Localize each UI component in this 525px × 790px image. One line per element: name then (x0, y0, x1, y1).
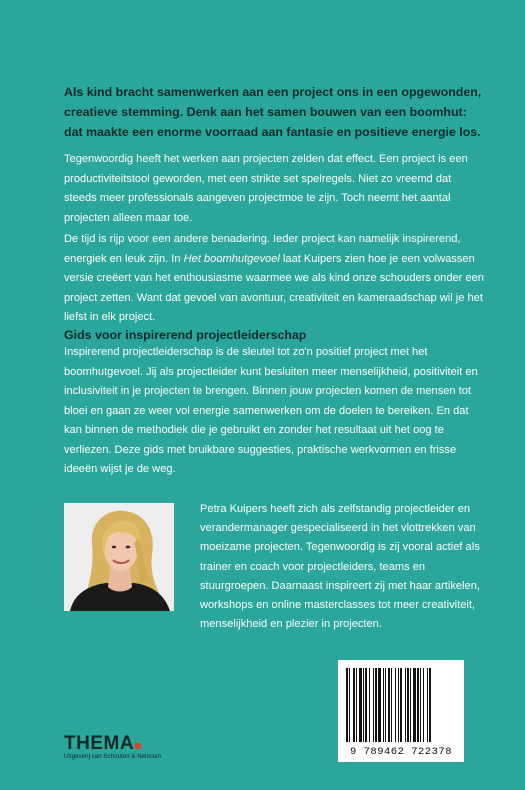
barcode-bar (420, 668, 421, 742)
body-paragraph-2 (64, 230, 484, 328)
barcode-bar (429, 668, 431, 742)
isbn-barcode (338, 660, 464, 762)
publisher-tagline: Uitgeverij van Schouten & Nelissen (64, 754, 162, 760)
barcode-bar (356, 668, 357, 742)
barcode-bar (385, 668, 386, 742)
barcode-bar (395, 668, 396, 742)
barcode-bar (405, 668, 406, 742)
barcode-bar (388, 668, 390, 742)
barcode-bar (359, 668, 362, 742)
publisher-logo (64, 733, 161, 760)
barcode-bar (363, 668, 364, 742)
book-title-italic: Het boomhutgevoel (183, 252, 280, 265)
barcode-bar (373, 668, 374, 742)
barcode-bar (391, 668, 392, 742)
author-photo (64, 503, 174, 611)
body-paragraph-1: Tegenwoordig heeft het werken aan projecten zelden dat effect. Een project is een productiviteitstool geworden, met een strikte set spelregels. Niet zo vreemd dat steeds meer professionals aangeven projectmoe te zijn. Toch neemt het aantal projecten alleen maar toe. (64, 153, 468, 224)
barcode-bar (375, 668, 377, 742)
paragraph-2-end: laat Kuipers zien hoe je een volwassen versie creëert van het enthousiasme waarmee we als kind onze schouders onder een project zetten. Want dat gevoel van avontuur, creativiteit en kameraadschap wil je het liefst in elk project. (64, 252, 484, 323)
barcode-bar (413, 668, 416, 742)
barcode-bar (365, 668, 367, 742)
barcode-bar (417, 668, 419, 742)
barcode-bar (400, 668, 402, 742)
barcode-bar (427, 668, 428, 742)
barcode-bar (378, 668, 381, 742)
barcode-bar (423, 668, 424, 742)
barcode-bar (383, 668, 384, 742)
barcode-bar (407, 668, 409, 742)
isbn-number: 9 789462 722378 (349, 746, 452, 758)
barcode-bars (346, 668, 456, 742)
logo-dot-icon (135, 743, 141, 749)
body-paragraph-3: Inspirerend projectleiderschap is de sleutel tot zo'n positief project met het boomhutgevoel. Jij als projectleider kunt besluiten meer menselijkheid, positiviteit en inclusiviteit in je projecten te brengen. Binnen jouw projecten komen de mensen tot bloei en gaan ze weer vol energie samenwerken om de doelen te bereiken. En dat kan binnen de methodiek die je gebruikt en zonder het resultaat uit het oog te verliezen. Deze gids met bruikbare suggesties, praktische werkvormen en frisse ideeën wijst je de weg. (64, 346, 478, 475)
barcode-bar (398, 668, 399, 742)
intro-paragraph: Als kind bracht samenwerken aan een project ons in een opgewonden, creatieve stemming. Denk aan het samen bouwen van een boomhut: dat maakte een enorme voorraad aan fantasie en positieve energie los. (64, 85, 482, 139)
publisher-logo-text: THEMA (64, 733, 135, 754)
section-heading: Gids voor inspirerend projectleiderschap (64, 328, 307, 342)
barcode-bar (353, 668, 355, 742)
barcode-bar (410, 668, 411, 742)
barcode-bar (369, 668, 370, 742)
barcode-bar (346, 668, 348, 742)
paragraph-2-start: De tijd is rijp voor een andere benadering. Ieder project kan namelijk inspirerend, energiek en leuk zijn. In (64, 233, 461, 265)
barcode-bar (349, 668, 350, 742)
author-bio: Petra Kuipers heeft zich als zelfstandig projectleider en verandermanager gespecialiseerd in het vlottrekken van moeizame projecten. Tegenwoordig is zij vooral actief als trainer en coach voor projectleiders, teams en stuurgroepen. Daarnaast inspireert zij met haar artikelen, workshops en online masterclasses tot meer creativiteit, menselijkheid en plezier in projecten. (200, 503, 480, 631)
